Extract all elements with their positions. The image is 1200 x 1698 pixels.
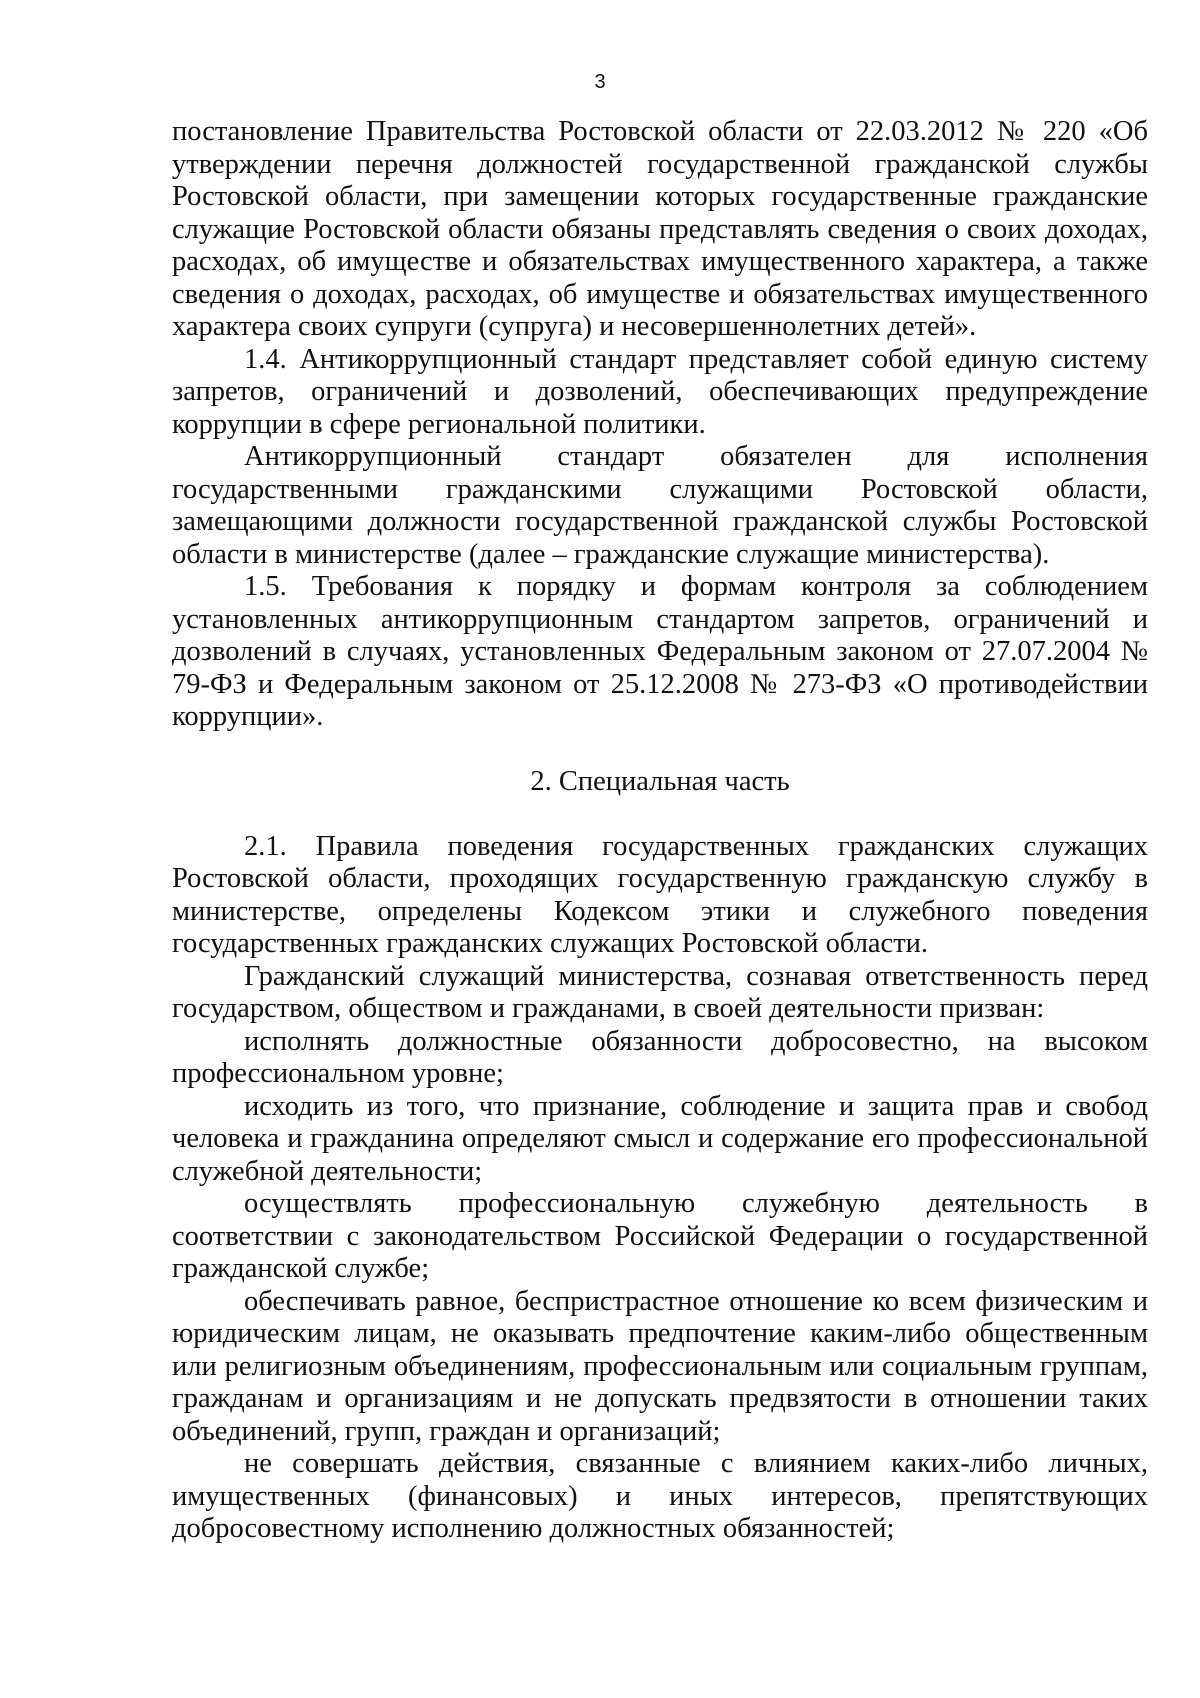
paragraph: Антикоррупционный стандарт обязателен для исполнения государственными гражданскими служащими Ростовской области, замещающими должности государственной гражданской службы Ростовской области в министерстве (далее – гражданские служащие министерства). (172, 441, 1148, 570)
paragraph: осуществлять профессиональную служебную деятельность в соответствии с законодательством Российской Федерации о государственной гражданской службе; (172, 1188, 1148, 1284)
paragraph: исполнять должностные обязанности добросовестно, на высоком профессиональном уровне; (172, 1025, 1148, 1089)
paragraph: обеспечивать равное, беспристрастное отношение ко всем физическим и юридическим лицам, не оказывать предпочтение каким-либо общественным или религиозным объединениям, профессиональным или социальным группам, гражданам и организациям и не допускать предвзятости в отношении таких объединений, групп, граждан и организаций; (172, 1285, 1148, 1447)
paragraph: исходить из того, что признание, соблюдение и защита прав и свобод человека и гражданина определяют смысл и содержание его профессиональной служебной деятельности; (172, 1090, 1148, 1187)
paragraph: не совершать действия, связанные с влиянием каких-либо личных, имущественных (финансовых) и иных интересов, препятствующих добросовестному исполнению должностных обязанностей; (172, 1448, 1148, 1544)
paragraph: постановление Правительства Ростовской области от 22.03.2012 № 220 «Об утверждении перечня должностей государственной гражданской службы Ростовской области, при замещении которых государственные гражданские служащие Ростовской области обязаны представлять сведения о своих доходах, расходах, об имуществе и обязательствах имущественного характера, а также сведения о доходах, расходах, об имуществе и обязательствах имущественного характера своих супруги (супруга) и несовершеннолетних детей». (172, 116, 1148, 342)
section-heading: 2. Специальная часть (530, 765, 790, 797)
paragraph: 2.1. Правила поведения государственных гражданских служащих Ростовской области, проходящих государственную гражданскую службу в министерстве, определены Кодексом этики и служебного поведения государственных гражданских служащих Ростовской области. (172, 830, 1148, 959)
page-number: 3 (594, 71, 606, 93)
paragraph: 1.4. Антикоррупционный стандарт представляет собой единую систему запретов, ограничений и дозволений, обеспечивающих предупреждение коррупции в сфере региональной политики. (172, 343, 1148, 440)
document-body (172, 116, 1148, 1546)
paragraph: Гражданский служащий министерства, сознавая ответственность перед государством, обществом и гражданами, в своей деятельности призван: (172, 960, 1148, 1024)
paragraph: 1.5. Требования к порядку и формам контроля за соблюдением установленных антикоррупционным стандартом запретов, ограничений и дозволений в случаях, установленных Федеральным законом от 27.07.2004 № 79-ФЗ и Федеральным законом от 25.12.2008 № 273-ФЗ «О противодействии коррупции». (172, 571, 1148, 732)
